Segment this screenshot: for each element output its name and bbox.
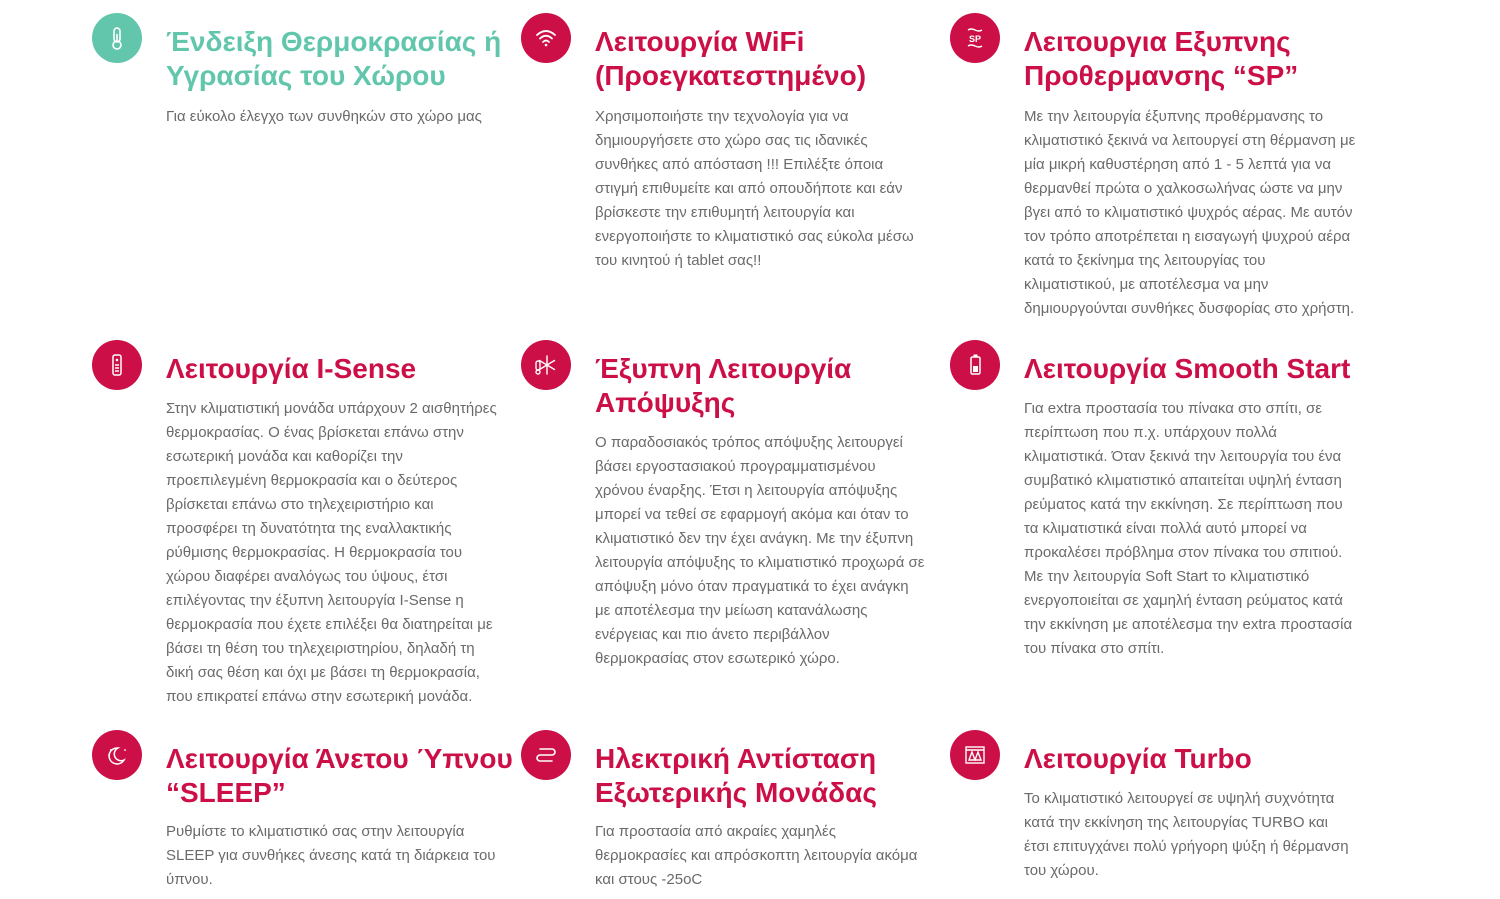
defrost-snowflake-icon	[521, 340, 571, 390]
feature-title: Έξυπνη Λειτουργία Απόψυξης	[595, 353, 852, 418]
remote-control-icon	[92, 340, 142, 390]
feature-description: Χρησιμοποιήστε την τεχνολογία για να δημιουργήσετε στο χώρο σας τις ιδανικές συνθήκες από απόσταση !!! Επιλέξτε όποια στιγμή επιθυμείτε και από οπουδήποτε και εάν βρίσκεστε την επιθυμητή λειτουργία και ενεργοποιήστε το κλιματιστικό σας εύκολα μέσω του κινητού ή tablet σας!!	[595, 108, 914, 269]
feature-description: Στην κλιματιστική μονάδα υπάρχουν 2 αισθητήρες θερμοκρασίας. Ο ένας βρίσκεται επάνω στην εσωτερική μονάδα και καθορίζει την προεπιλεγμένη θερμοκρασία και ο δεύτερος βρίσκεται επάνω στο τηλεχειριστήριο και προσφέρει τη δυνατότητα της εναλλακτικής ρύθμισης θερμοκρασίας. Η θερμοκρασία του χώρου διαφέρει αναλόγως του ύψους, έτσι επιλέγοντας την έξυπνη λειτουργία I-Sense η θερμοκρασία που έχετε επιλέξει θα διατηρείται με βάσει τη θέση του τηλεχειριστηρίου, δηλαδή τη δική σας θέση και όχι με βάσει τη θερμοκρασία, που επικρατεί επάνω στην εσωτερική μονάδα.	[166, 400, 497, 705]
feature-title: Ένδειξη Θερμοκρασίας ή Υγρασίας του Χώρου	[166, 26, 502, 91]
wifi-icon	[521, 13, 571, 63]
feature-title: Ηλεκτρική Αντίσταση Εξωτερικής Μονάδας	[595, 743, 877, 808]
feature-title: Λειτουργια Εξυπνης Προθερμανσης “SP”	[1024, 26, 1299, 91]
sp-icon-label: SP	[968, 34, 982, 44]
feature-title: Λειτουργία Turbo	[1024, 743, 1252, 774]
feature-description: Για extra προστασία του πίνακα στο σπίτι, σε περίπτωση που π.χ. υπάρχουν πολλά κλιματιστικά. Όταν ξεκινά την λειτουργία του ένα συμβατικό κλιματιστικό απαιτείται υψηλή ένταση ρεύματος κατά την εκκίνηση. Σε περίπτωση που τα κλιματιστικά είναι πολλά αυτό μπορεί να προκαλέσει πρόβλημα στον πίνακα του σπιτιού. Με την λειτουργία Soft Start το κλιματιστικό ενεργοποιείται σε χαμηλή ένταση ρεύματος κατά την εκκίνηση με αποτέλεσμα την extra προστασία του πίνακα στο σπίτι.	[1024, 400, 1353, 657]
feature-title: Λειτουργία I-Sense	[166, 353, 417, 384]
feature-title: Λειτουργία WiFi (Προεγκατεστημένο)	[595, 26, 867, 91]
feature-title: Λειτουργία Smooth Start	[1024, 353, 1351, 384]
thermometer-icon	[92, 13, 142, 63]
feature-description: Για εύκολο έλεγχο των συνθηκών στο χώρο μας	[166, 108, 482, 125]
sp-icon	[950, 13, 1000, 63]
heating-coil-icon	[521, 730, 571, 780]
feature-description: Ρυθμίστε το κλιματιστικό σας στην λειτουργία SLEEP για συνθήκες άνεσης κατά τη διάρκεια του ύπνου.	[166, 823, 496, 888]
feature-description: Ο παραδοσιακός τρόπος απόψυξης λειτουργεί βάσει εργοστασιακού προγραμματισμένου χρόνου έναρξης. Έτσι η λειτουργία απόψυξης μπορεί να τεθεί σε εφαρμογή ακόμα και όταν το κλιματιστικό δεν την έχει ανάγκη. Με την έξυπνη λειτουργία απόψυξης το κλιματιστικό προχωρά σε απόψυξη μόνο όταν πραγματικά το έχει ανάγκη με αποτέλεσμα την μείωση κατανάλωσης ενέργειας και πιο άνετο περιβάλλον θερμοκρασίας στον εσωτερικό χώρο.	[595, 434, 925, 667]
sleep-moon-icon	[92, 730, 142, 780]
battery-icon	[950, 340, 1000, 390]
feature-description: Το κλιματιστικό λειτουργεί σε υψηλή συχνότητα κατά την εκκίνηση της λειτουργίας TURBO και έτσι επιτυγχάνει πολύ γρήγορη ψύξη ή θέρμανση του χώρου.	[1024, 790, 1349, 879]
feature-description: Με την λειτουργία έξυπνης προθέρμανσης το κλιματιστικό ξεκινά να λειτουργεί στη θέρμανση με μία μικρή καθυστέρηση από 1 - 5 λεπτά για να θερμανθεί πρώτα ο χαλκοσωλήνας ώστε να μην βγει από το κλιματιστικό ψυχρός αέρας. Με αυτόν τον τρόπο αποτρέπεται η εισαγωγή ψυχρού αέρα κατά το ξεκίνημα της λειτουργίας του κλιματιστικού, με αποτέλεσμα να μην δημιουργούνται συνθήκες δυσφορίας στο χρήστη.	[1024, 108, 1356, 317]
feature-description: Για προστασία από ακραίες χαμηλές θερμοκρασίες και απρόσκοπτη λειτουργία ακόμα και στους -25oC	[595, 823, 918, 888]
feature-title: Λειτουργία Άνετου Ύπνου “SLEEP”	[166, 743, 513, 808]
turbo-icon	[950, 730, 1000, 780]
